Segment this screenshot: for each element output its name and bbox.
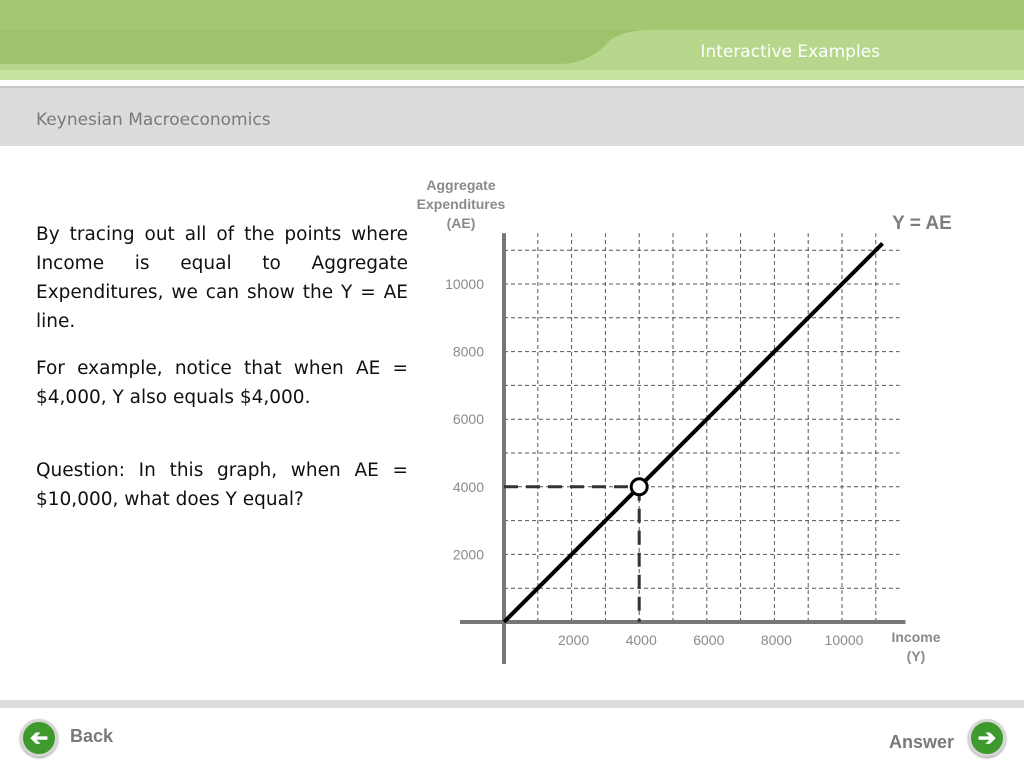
header-title: Interactive Examples [700, 42, 880, 62]
y-axis-label: (AE) [446, 215, 476, 231]
header-bar [0, 0, 1024, 80]
x-tick-label: 8000 [760, 632, 792, 648]
y-tick-label: 6000 [452, 411, 484, 428]
y-tick-label: 2000 [452, 546, 484, 563]
x-tick-label: 10000 [824, 632, 864, 648]
line-label: Y = AE [892, 213, 952, 234]
x-tick-label: 4000 [625, 632, 657, 648]
highlight-point [631, 479, 647, 495]
y-axis-label: Aggregate [426, 177, 496, 193]
y-tick-label: 10000 [445, 276, 484, 292]
explanation-text [36, 220, 408, 514]
x-axis-label: (Y) [906, 648, 926, 664]
x-axis-label: Income [891, 629, 941, 645]
question-paragraph: Question: In this graph, when AE = $10,000, what does Y equal? [36, 460, 408, 510]
arrow-right-icon[interactable]: ➔ [968, 719, 1006, 757]
y-equals-ae-chart [400, 170, 980, 680]
subheader-bar [0, 86, 1024, 146]
footer-divider [0, 700, 1024, 708]
answer-button[interactable] [856, 718, 1006, 758]
answer-label[interactable]: Answer [888, 732, 954, 752]
arrow-left-icon[interactable]: ➔ [20, 719, 58, 757]
y-tick-label: 4000 [452, 478, 484, 495]
paragraph-2: For example, notice that when AE = $4,000, Y also equals $4,000. [36, 358, 408, 408]
header-decoration [0, 0, 1024, 80]
x-tick-label: 2000 [558, 632, 590, 648]
y-tick-label: 8000 [452, 343, 484, 360]
back-label[interactable]: Back [70, 726, 114, 746]
x-tick-label: 6000 [693, 632, 725, 648]
series-line-y-equals-ae [504, 243, 883, 622]
subheader-title: Keynesian Macroeconomics [36, 110, 271, 130]
y-axis-label: Expenditures [416, 196, 506, 212]
back-button[interactable] [20, 718, 140, 758]
paragraph-1: By tracing out all of the points where Income is equal to Aggregate Expenditures, we can show the Y = AE line. [36, 224, 408, 332]
